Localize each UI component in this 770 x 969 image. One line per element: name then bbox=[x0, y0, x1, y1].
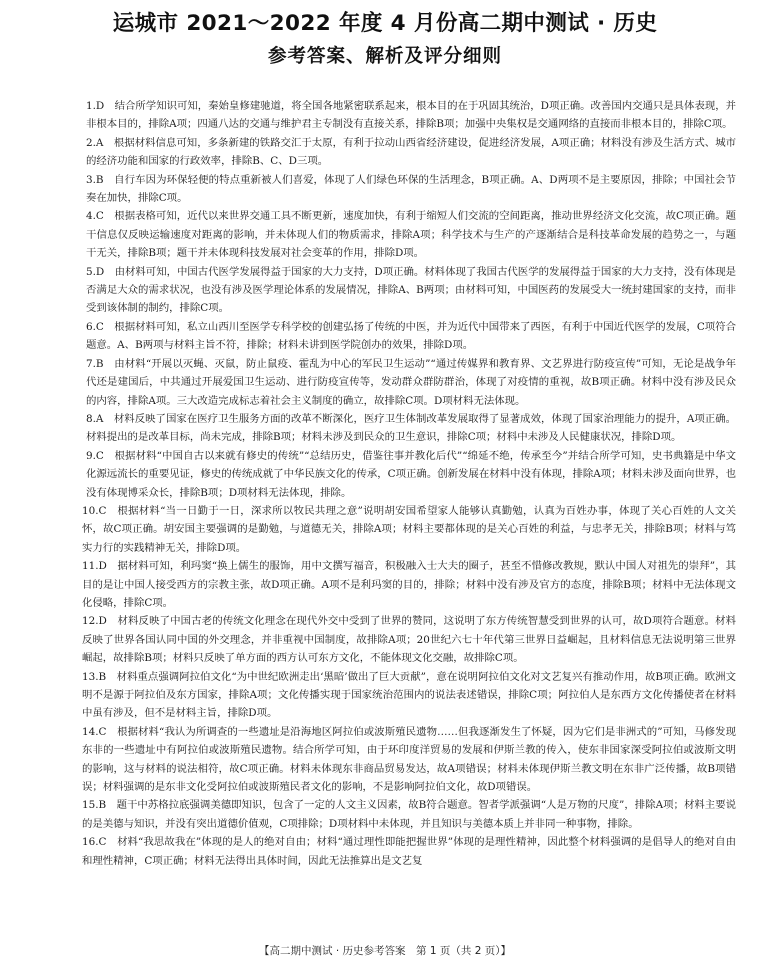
answer-number: 9.C bbox=[86, 449, 104, 462]
answer-item bbox=[86, 97, 736, 134]
answer-number: 4.C bbox=[86, 210, 104, 223]
answer-item bbox=[86, 447, 736, 502]
answer-item bbox=[82, 723, 736, 797]
answer-explanation: 自行车因为环保轻便的特点重新被人们喜爱，体现了人们绿色环保的生活理念，B项正确。A、D两项不是主要原因，排除；中国社会节奏在加快，排除C项。 bbox=[86, 173, 737, 205]
answer-number: 11.D bbox=[82, 560, 107, 573]
answer-explanation: 材料重点强调阿拉伯文化“为中世纪欧洲走出‘黑暗’做出了巨大贡献”，意在说明阿拉伯文化对文艺复兴有推动作用，故B项正确。欧洲文明不是源于阿拉伯及东方国家，排除A项；文化传播实现于国家统治范围内的说法表述错误，排除C项；阿拉伯人是东西方文化传播使者在材料中虽有涉及，但不是材料主旨，排除D项。 bbox=[82, 670, 736, 720]
answer-number: 3.B bbox=[86, 173, 104, 186]
answer-item bbox=[86, 318, 736, 355]
answer-number: 1.D bbox=[86, 100, 105, 112]
answer-explanation: 结合所学知识可知，秦始皇修建驰道，将全国各地紧密联系起来，根本目的在于巩固其统治，D项正确。改善国内交通只是具体表现，并非根本目的，排除A项；四通八达的交通与维护君主专制没有直接关系，排除B项；加强中央集权是交通网络的直接而非根本目的，排除C项。 bbox=[86, 100, 737, 131]
page-footer: 【高二期中测试 · 历史参考答案 第 1 页（共 2 页）】 bbox=[259, 945, 511, 957]
answer-item bbox=[86, 207, 736, 262]
answer-number: 2.A bbox=[86, 136, 104, 149]
answer-number: 16.C bbox=[82, 836, 107, 849]
answer-explanation: 根据材料可知，私立山西川至医学专科学校的创建弘扬了传统的中医，并为近代中国带来了西医，有利于中国近代医学的发展，C项符合题意。A、B两项与材料主旨不符，排除；材料未讲到医学院创办的效果，排除D项。 bbox=[86, 320, 736, 352]
answer-explanation: 材料“我思故我在”体现的是人的绝对自由；材料“通过理性即能把握世界”体现的是理性精神，因此整个材料强调的是倡导人的绝对自由和理性精神，C项正确；材料无法得出具体时间，因此无法推算出是文艺复 bbox=[82, 836, 736, 867]
answer-number: 14.C bbox=[82, 725, 107, 738]
answer-item bbox=[86, 355, 736, 410]
answer-number: 10.C bbox=[82, 504, 107, 517]
answer-explanation: 根据表格可知，近代以来世界交通工具不断更新，速度加快，有利于缩短人们交流的空间距离，推动世界经济文化交流，故C项正确。题干信息仅反映运输速度对距离的影响，并未体现人们的物质需求，排除A项；科学技术与生产的产逐渐结合是科技革命发展的趋势之一，与题干无关，排除B项；题干并未体现科技发展对社会变革的作用，排除D项。 bbox=[86, 210, 736, 260]
answer-explanation: 根据材料“当一日勤于一日，深求所以牧民共理之意”说明胡安国希望家人能够认真勤勉，认真为百姓办事，体现了关心百姓的人文关怀，故C项正确。胡安国主要强调的是勤勉，与道德无关，排除A项；材料主要都体现的是关心百姓的利益，与忠孝无关，排除B项；材料与笃实力行的实践精神无关，排除D项。 bbox=[82, 504, 736, 554]
answer-explanation: 根据材料信息可知，多条新建的铁路交汇于太原，有利于拉动山西省经济建设，促进经济发展，A项正确；材料没有涉及生活方式、城市的经济功能和国家的行政效率，排除B、C、D三项。 bbox=[86, 136, 737, 168]
answer-number: 7.B bbox=[86, 357, 104, 370]
answer-item bbox=[82, 502, 736, 557]
answer-explanation: 材料反映了国家在医疗卫生服务方面的改革不断深化，医疗卫生体制改革发展取得了显著成效，体现了国家治理能力的提升，A项正确。材料提出的是改革目标，尚未完成，排除B项；材料未涉及到民众的卫生意识，排除C项；材料中未涉及人民健康状况，排除D项。 bbox=[86, 412, 737, 444]
answer-item bbox=[82, 796, 736, 833]
answer-list bbox=[82, 97, 737, 870]
page-subtitle: 参考答案、解析及评分细则 bbox=[267, 46, 502, 67]
answer-item bbox=[82, 668, 736, 723]
answer-explanation: 根据材料“中国自古以来就有修史的传统”“总结历史，借鉴往事并教化后代”“绵延不绝，传承至今”并结合所学可知，史书典籍是中华文化源远流长的重要见证，修史的传统成就了中华民族文化的传承，C项正确。创新发展在材料中没有体现，排除A项；材料未涉及面向世界，也没有体现博采众长，排除B项；D项材料无法体现，排除。 bbox=[86, 449, 736, 499]
page-title: 运城市 2021～2022 年度 4 月份高二期中测试 · 历史 bbox=[112, 11, 658, 36]
answer-explanation: 由材料“开展以灭蝇、灭鼠，防止鼠疫、霍乱为中心的军民卫生运动”“通过传媒界和教育界、文艺界进行防疫宣传”可知，无论是战争年代还是建国后，中共通过开展爱国卫生运动、进行防疫宣传等，发动群众群防群治，体现了对疫情的重视，故B项正确。材料中没有涉及民众的内容，排除A项。三大改造完成标志着社会主义制度的确立，故排除C项。D项材料无法体现。 bbox=[86, 357, 736, 407]
answer-explanation: 据材料可知，利玛窦“换上儒生的服饰，用中文撰写福音，积极融入士大夫的圈子，甚至不惜修改教规，默认中国人对祖先的崇拜”，其目的是让中国人接受西方的宗教主张，故D项正确。A项不是利玛窦的目的，排除；材料中没有涉及官方的态度，排除B项；材料中无法体现文化侵略，排除C项。 bbox=[82, 560, 737, 609]
answer-item bbox=[82, 612, 736, 667]
answer-explanation: 由材料可知，中国古代医学发展得益于国家的大力支持，D项正确。材料体现了我国古代医学的发展得益于国家的大力支持，没有体现是否满足大众的需求状况，也没有涉及医学理论体系的发展情况，排除A、B两项；由材料可知，中国医药的发展受大一统封建国家的支持，而非受到该体制的制约，排除C项。 bbox=[86, 265, 737, 315]
answer-number: 13.B bbox=[82, 670, 107, 683]
answer-explanation: 材料反映了中国古老的传统文化理念在现代外交中受到了世界的赞同，这说明了东方传统智慧受到世界的认可，故D项符合题意。材料反映了世界各国认同中国的外交理念，并非重视中国制度，故排除A项；20世纪六七十年代第三世界日益崛起，且材料信息无法说明第三世界崛起，故排除B项；材料只反映了单方面的西方认可东方文化，不能体现文化交融，故排除C项。 bbox=[82, 615, 737, 665]
answer-item bbox=[86, 263, 736, 318]
answer-explanation: 根据材料“我认为所调查的一些遗址是沿海地区阿拉伯或波斯殖民遗物……但我逐渐发生了怀疑，因为它们是非洲式的”可知，马修发现东非的一些遗址中有阿拉伯或波斯殖民遗物。结合所学可知，由于环印度洋贸易的发展和伊斯兰教的传入，使东非国家深受阿拉伯或波斯文明的影响，这与材料的说法相符，故C项正确。材料未体现东非商品贸易发达，故A项错误；材料未体现伊斯兰教文明在东非广泛传播，故B项错误；材料强调的是东非文化受阿拉伯或波斯殖民者文化的影响，不是影响阿拉伯文化，故D项错误。 bbox=[82, 725, 737, 794]
answer-explanation: 题干中苏格拉底强调美德即知识，包含了一定的人文主义因素，故B符合题意。智者学派强调“人是万物的尺度”，排除A项；材料主要说的是美德与知识，并没有突出道德价值观，C项排除；D项材料中未体现，并且知识与美德本质上并非同一种事物，排除。 bbox=[82, 799, 736, 830]
answer-number: 8.A bbox=[86, 412, 104, 425]
answer-number: 5.D bbox=[86, 265, 105, 278]
answer-number: 15.B bbox=[82, 799, 107, 812]
answer-number: 12.D bbox=[82, 615, 107, 628]
answer-item bbox=[82, 557, 736, 612]
answer-item bbox=[86, 171, 736, 208]
answer-item bbox=[86, 410, 736, 447]
answer-number: 6.C bbox=[86, 320, 104, 333]
answer-item bbox=[86, 134, 736, 171]
answer-item bbox=[82, 833, 736, 870]
